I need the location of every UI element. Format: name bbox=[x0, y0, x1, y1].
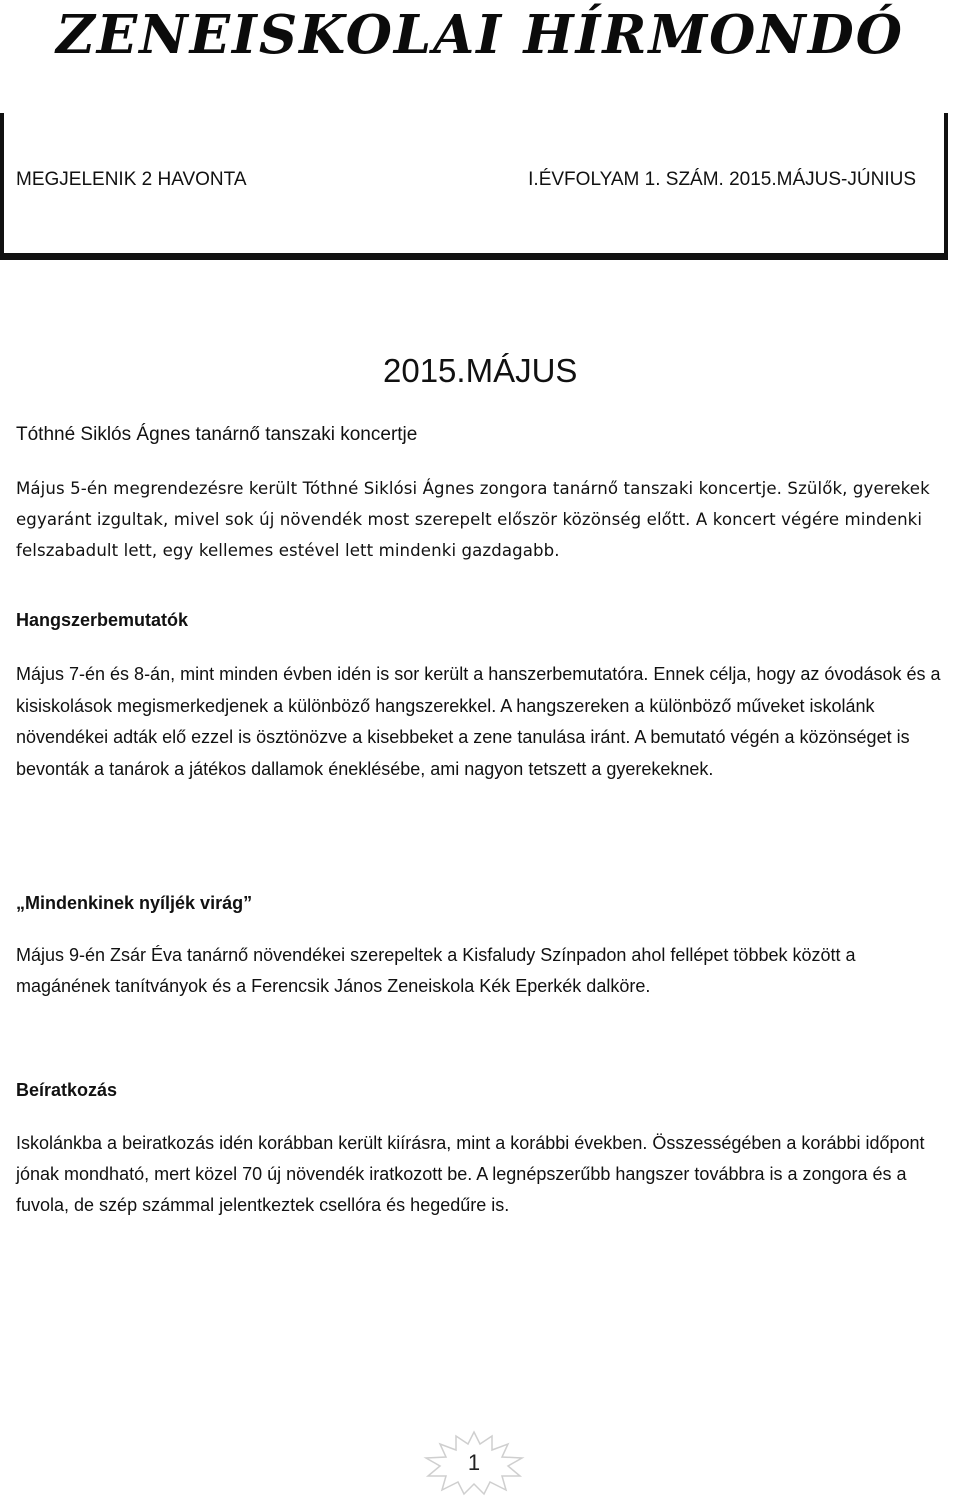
section-title-enrollment: Beíratkozás bbox=[16, 1080, 118, 1100]
publication-frequency: MEGJELENIK 2 HAVONTA bbox=[16, 169, 247, 190]
section-text-flowers: Május 9-én Zsár Éva tanárnő növendékei szerepeltek a Kisfaludy Színpadon ahol fellépet többek között a magánének tanítványok és a Ferencsik János Zeneiskola Kék Eperkék dalköre. bbox=[16, 945, 856, 996]
masthead-title: ZENEISKOLAI HÍRMONDÓ bbox=[56, 4, 904, 66]
section-text-instruments: Május 7-én és 8-án, mint minden évben idén is sor került a hanszerbemutatóra. Ennek célja, hogy az óvodások és a kisiskolások megismerkedjenek a különböző hangszerekkel. A hangszereken a különböző műveket iskolánk növendékei adták elő ezzel is ösztönözve a kisebbeket a zene tanulása iránt. A bemutató végén a közönséget is bevonták a tanárok a játékos dallamok éneklésébe, ami nagyon tetszett a gyerekeknek. bbox=[16, 664, 941, 779]
issue-info: I.ÉVFOLYAM 1. SZÁM. 2015.MÁJUS-JÚNIUS bbox=[528, 169, 916, 190]
month-heading: 2015.MÁJUS bbox=[383, 352, 578, 389]
header-box bbox=[0, 113, 948, 260]
section-title-flowers: „Mindenkinek nyíljék virág” bbox=[16, 893, 253, 913]
section-title-instruments: Hangszerbemutatók bbox=[16, 610, 189, 630]
section-text-enrollment: Iskolánkba a beiratkozás idén korábban került kiírásra, mint a korábbi években. Összességében a korábbi időpont jónak mondható, mert közel 70 új növendék iratkozott be. A legnépszerűbb hangszer továbbra is a zongora és a fuvola, de szép számmal jelentkeztek csellóra és hegedűre is. bbox=[16, 1133, 925, 1215]
page-number: 1 bbox=[467, 1450, 481, 1475]
section-text-concert: Május 5-én megrendezésre került Tóthné Siklósi Ágnes zongora tanárnő tanszaki koncertje. Szülők, gyerekek egyaránt izgultak, mivel sok új növendék most szerepelt először közönség előtt. A koncert végére mindenki felszabadult lett, egy kellemes estével lett mindenki gazdagabb. bbox=[16, 479, 930, 560]
section-title-concert: Tóthné Siklós Ágnes tanárnő tanszaki koncertje bbox=[16, 424, 418, 445]
page-number-badge bbox=[422, 1430, 526, 1496]
